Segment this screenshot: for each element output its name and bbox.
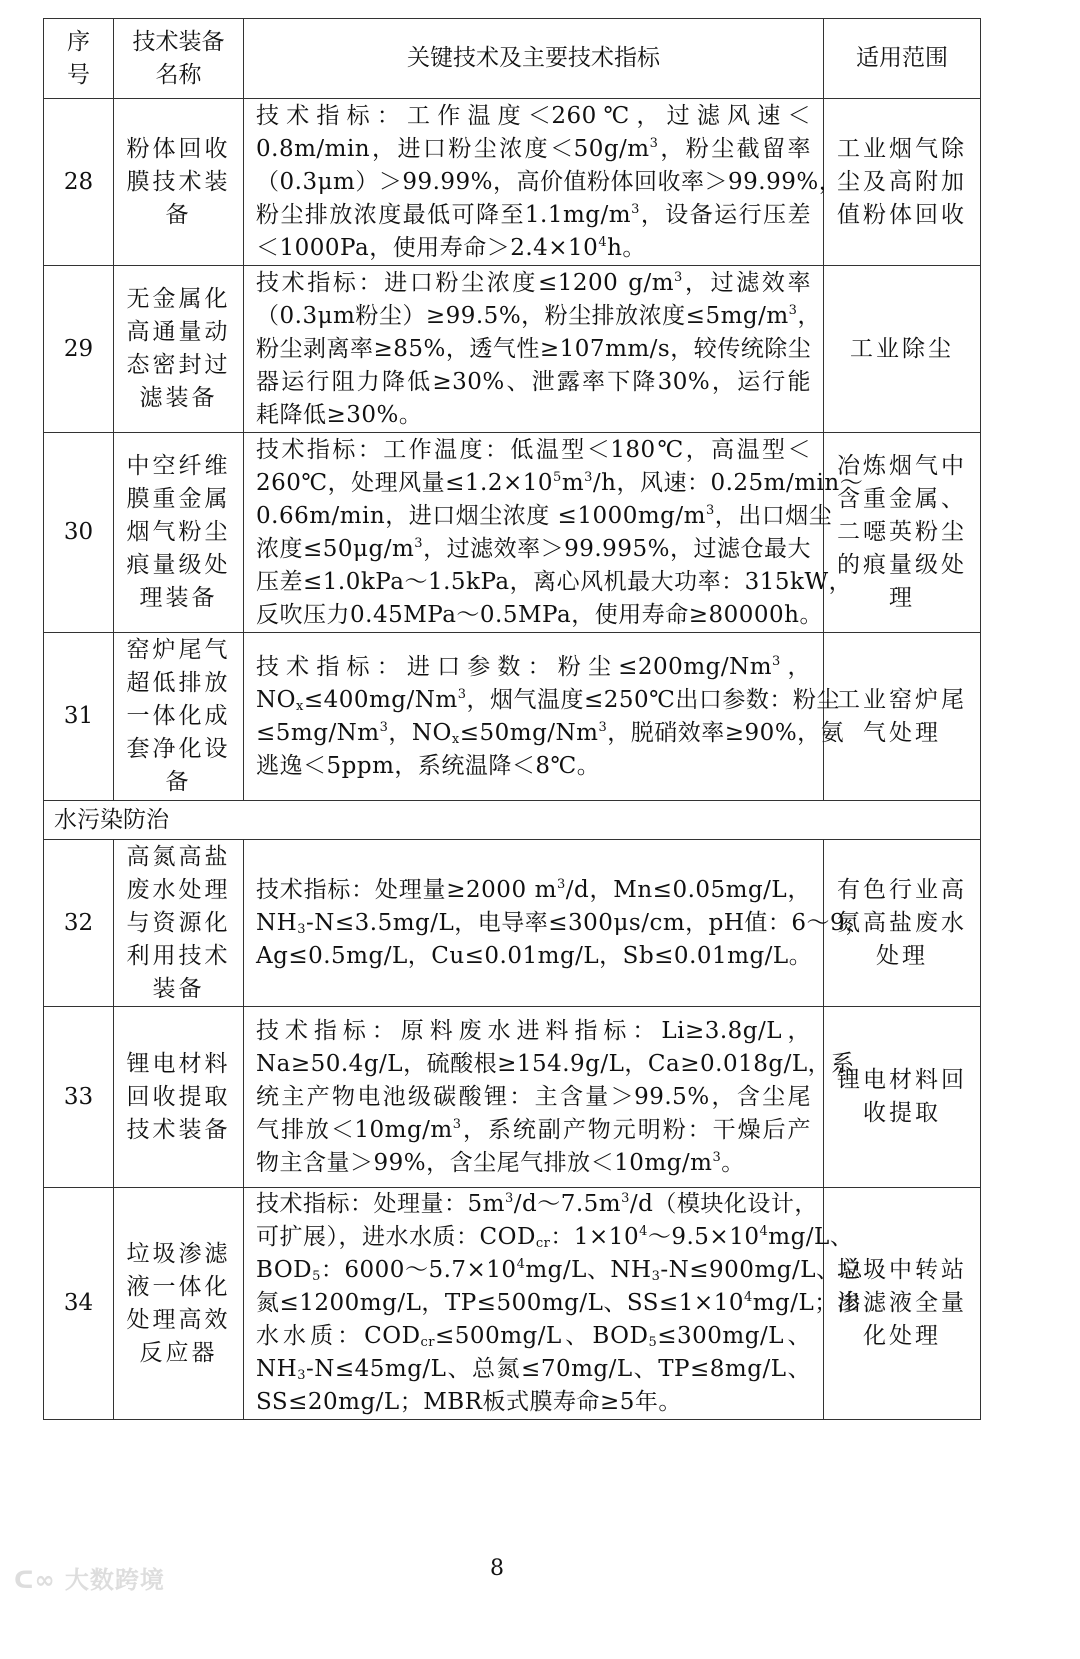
- spec-line: Na≥50.4g/L，硫酸根≥154.9g/L，Ca≥0.018g/L，系: [256, 1050, 855, 1077]
- row-number: 29: [44, 266, 114, 433]
- spec-line: 260℃，处理风量$\le 1.2\times 10^5m^3/h$，风速：0.25m/min～: [256, 469, 864, 496]
- spec-line: （0.3μm）＞99.99%，高价值粉体回收率＞99.99%，: [256, 168, 843, 195]
- technical-spec: [244, 840, 869, 1007]
- equipment-name: 垃圾渗滤 液一体化 处理高效 反应器: [114, 1188, 244, 1420]
- section-label: 水污染防治: [44, 801, 981, 840]
- spec-line: 统主产物电池级碳酸锂：主含量＞99.5%，含尘尾: [256, 1083, 811, 1110]
- row-number: 32: [44, 840, 114, 1007]
- row-number: 30: [44, 433, 114, 633]
- row-number: 28: [44, 99, 114, 266]
- table-row: [44, 1188, 981, 1420]
- spec-line: 0.8m/min，进口粉尘浓度$<50g/m^3$，粉尘截留率: [256, 135, 811, 162]
- application-scope: 工业烟气除 尘及高附加 值粉体回收: [824, 99, 981, 266]
- page-number: 8: [490, 1556, 504, 1581]
- spec-line: ＜1000Pa，使用寿命$>2.4\times 10^4h$。: [256, 234, 646, 261]
- spec-line: Ag≤0.5mg/L，Cu≤0.01mg/L，Sb≤0.01mg/L。: [256, 942, 813, 969]
- table-header-row: [44, 19, 981, 99]
- table-body: [44, 99, 981, 1420]
- equipment-name: 窑炉尾气 超低排放 一体化成 套净化设 备: [114, 633, 244, 801]
- spec-line: 技术指标：处理量≥2000 $m^3/d$，Mn≤0.05mg/L，: [256, 876, 811, 903]
- spec-line: 技术指标：工作温度：低温型＜180℃，高温型＜: [256, 436, 811, 463]
- spec-line: 耗降低≥30%。: [256, 401, 423, 428]
- spec-line: 粉尘排放浓度最低可降至$1.1mg/m^3$，设备运行压差: [256, 201, 812, 228]
- technical-spec: [244, 1188, 863, 1420]
- spec-line: 技术指标：进口参数：粉尘$\le 200mg/Nm^3$，: [256, 653, 812, 680]
- spec-line: 0.66m/min，进口烟尘浓度 $\le 1000mg/m^3$，出口烟尘: [256, 502, 833, 529]
- spec-line: 技术指标：工作温度＜260℃，过滤风速＜: [256, 102, 811, 129]
- spec-line: $\le 5mg/Nm^3$，$NO_x\le 50mg/Nm^3$，脱硝效率≥90%，氨: [256, 719, 845, 747]
- header-number: 序 号: [44, 19, 114, 99]
- spec-line: 器运行阻力降低≥30%、泄露率下降30%，运行能: [256, 368, 811, 395]
- table-row: [44, 433, 981, 633]
- table-row: [44, 1007, 981, 1188]
- equipment-name: 高氮高盐 废水处理 与资源化 利用技术 装备: [114, 840, 244, 1007]
- spec-line: SS≤20mg/L；MBR板式膜寿命≥5年。: [256, 1389, 682, 1415]
- header-name: 技术装备 名称: [114, 19, 244, 99]
- application-scope: 垃圾中转站 渗滤液全量 化处理: [824, 1188, 981, 1420]
- spec-line: 浓度$\le 50\mu g/m^3$，过滤效率＞99.995%，过滤仓最大: [256, 535, 811, 562]
- spec-line: 气排放$<10mg/m^3$，系统副产物元明粉：干燥后产: [256, 1116, 812, 1143]
- technical-spec: [244, 433, 864, 633]
- spec-line: 可扩展），进水水质：$COD_{cr}$：$1\times 10^4\sim 9.5\times 10^4mg/L$、: [256, 1224, 854, 1251]
- spec-line: 逃逸＜5ppm，系统温降＜8℃。: [256, 752, 601, 779]
- spec-line: 水水质：$COD_{cr}\le 500mg/L$、$BOD_5\le 300mg/L$、: [256, 1323, 811, 1350]
- spec-line: 压差≤1.0kPa～1.5kPa，离心风机最大功率：315kW，: [256, 568, 853, 595]
- spec-line: 氮≤1200mg/L，TP≤500mg/L、$SS\le 1\times 10^4mg/L$；出: [256, 1290, 862, 1316]
- spec-line: 技术指标：原料废水进料指标：Li≥3.8g/L，: [256, 1017, 811, 1044]
- equipment-name: 中空纤维 膜重金属 烟气粉尘 痕量级处 理装备: [114, 433, 244, 633]
- header-spec: 关键技术及主要技术指标: [244, 19, 824, 99]
- header-scope: 适用范围: [824, 19, 981, 99]
- spec-line: $NH_3-N\le 3.5mg/L$，电导率≤300μs/cm，pH值：6～9，: [256, 909, 869, 937]
- application-scope: 冶炼烟气中 含重金属、 二噁英粉尘 的痕量级处 理: [824, 433, 981, 633]
- spec-line: $NH_3-N\le 45mg/L$、总氮≤70mg/L、TP≤8mg/L、: [256, 1356, 811, 1383]
- spec-line: $BOD_5$：$6000\sim 5.7\times 10^4mg/L$、$NH_3-N\le 900mg/L$、总: [256, 1257, 863, 1284]
- row-number: 34: [44, 1188, 114, 1420]
- technical-spec: [244, 1007, 855, 1188]
- equipment-name: 无金属化 高通量动 态密封过 滤装备: [114, 266, 244, 433]
- spec-line: 技术指标：处理量：$5m^3/d\sim 7.5m^3/d$（模块化设计，: [256, 1191, 818, 1217]
- section-row: [44, 801, 981, 840]
- spec-line: （0.3μm粉尘）≥99.5%，粉尘排放浓度$\le 5mg/m^3$，: [256, 302, 821, 329]
- spec-line: 反吹压力0.45MPa～0.5MPa，使用寿命≥80000h。: [256, 601, 823, 628]
- watermark-logo: ᑕ∞ 大数跨境: [14, 1566, 165, 1594]
- spec-line: 粉尘剥离率≥85%，透气性≥107mm/s，较传统除尘: [256, 335, 812, 362]
- table-row: [44, 266, 981, 433]
- spec-line: 物主含量＞99%，含尘尾气排放$<10mg/m^3$。: [256, 1149, 745, 1176]
- table-row: [44, 840, 981, 1007]
- spec-line: 技术指标：进口粉尘浓度≤1200 $g/m^3$，过滤效率: [256, 269, 811, 296]
- equipment-table: [43, 18, 981, 1420]
- row-number: 31: [44, 633, 114, 801]
- application-scope: 有色行业高 氮高盐废水 处理: [824, 840, 981, 1007]
- equipment-name: 锂电材料 回收提取 技术装备: [114, 1007, 244, 1188]
- application-scope: 工业除尘: [824, 266, 981, 433]
- table-row: [44, 633, 981, 801]
- equipment-name: 粉体回收 膜技术装 备: [114, 99, 244, 266]
- technical-spec: [244, 266, 824, 433]
- spec-line: $NO_x\le 400mg/Nm^3$，烟气温度≤250℃出口参数：粉尘: [256, 686, 840, 714]
- table-row: [44, 99, 981, 266]
- application-scope: 锂电材料回 收提取: [824, 1007, 981, 1188]
- technical-spec: [244, 633, 845, 801]
- application-scope: 工业窑炉尾 气处理: [824, 633, 981, 801]
- row-number: 33: [44, 1007, 114, 1188]
- technical-spec: [244, 99, 843, 266]
